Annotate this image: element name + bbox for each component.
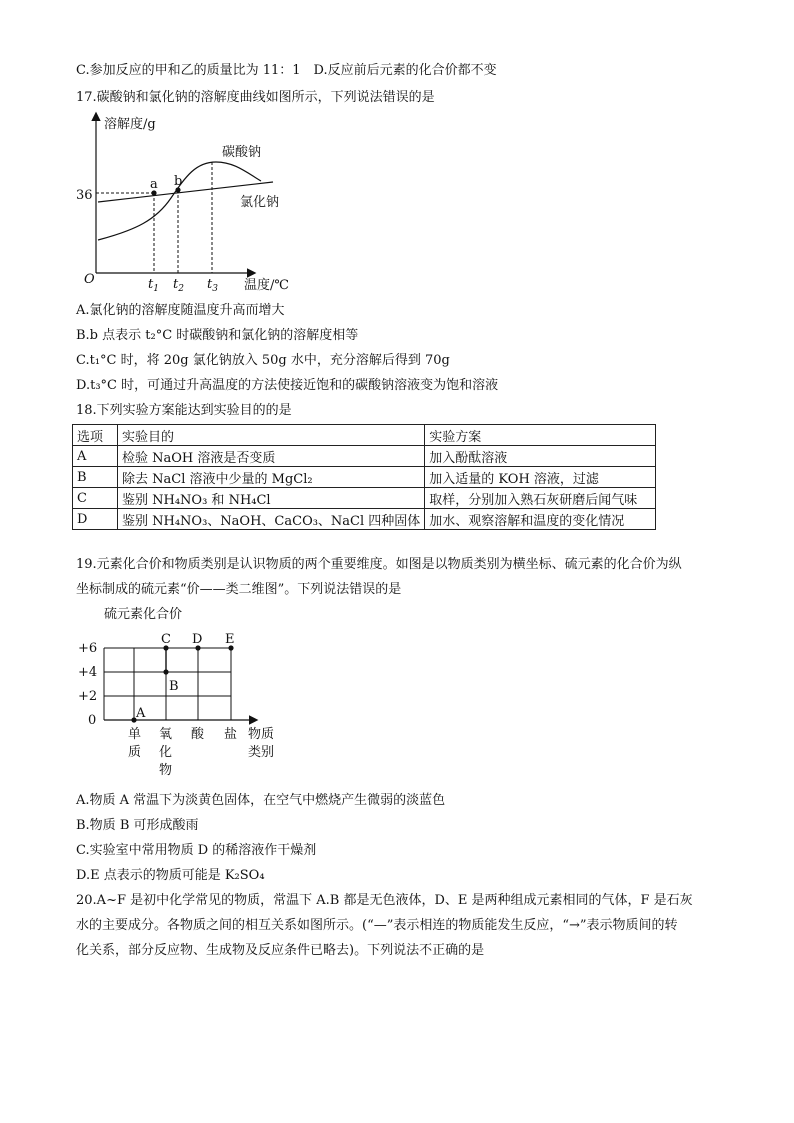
label-D: D — [192, 632, 203, 647]
solubility-chart — [76, 108, 306, 298]
q17-option-d: D.t₃°C 时，可通过升高温度的方法使接近饱和的碳酸钠溶液变为饱和溶液 — [76, 378, 499, 393]
row-option: C — [73, 488, 118, 509]
row-purpose: 除去 NaCl 溶液中少量的 MgCl₂ — [118, 467, 425, 488]
xcat-oxide: 氧 化 物 — [159, 727, 173, 778]
q19-stem-line2: 坐标制成的硫元素“价——类二维图”。下列说法错误的是 — [76, 582, 402, 597]
ytick-plus6: +6 — [78, 641, 98, 656]
x-axis-label: 温度/℃ — [244, 278, 289, 293]
row-purpose: 检验 NaOH 溶液是否变质 — [118, 446, 425, 467]
grid — [104, 648, 231, 720]
ytick-plus4: +4 — [78, 665, 98, 680]
label-nacl: 氯化钠 — [240, 195, 280, 210]
row-plan: 取样，分别加入熟石灰研磨后闻气味 — [425, 488, 656, 509]
row-plan: 加水、观察溶解和温度的变化情况 — [425, 509, 656, 530]
q17-option-c: C.t₁°C 时，将 20g 氯化钠放入 50g 水中，充分溶解后得到 70g — [76, 353, 450, 368]
row-option: D — [73, 509, 118, 530]
label-a: a — [150, 177, 158, 192]
q19-option-b: B.物质 B 可形成酸雨 — [76, 818, 199, 833]
table-row — [73, 446, 656, 467]
label-E: E — [225, 632, 235, 647]
q17-option-b: B.b 点表示 t₂°C 时碳酸钠和氯化钠的溶解度相等 — [76, 328, 359, 343]
q19-stem-line1: 19.元素化合价和物质类别是认识物质的两个重要维度。如图是以物质类别为横坐标、硫元素的化合价为纵 — [76, 557, 682, 572]
label-B: B — [169, 679, 179, 694]
header-plan: 实验方案 — [425, 425, 656, 446]
q20-stem-line2: 水的主要成分。各物质之间的相互关系如图所示。(“—”表示相连的物质能发生反应，“→”表示物质间的转 — [76, 918, 678, 933]
table-header-row — [73, 425, 656, 446]
row-purpose: 鉴别 NH₄NO₃、NaOH、CaCO₃、NaCl 四种固体 — [118, 509, 425, 530]
header-option: 选项 — [73, 425, 118, 446]
label-C: C — [161, 632, 171, 647]
valence-x-label: 物质 类别 — [248, 727, 275, 760]
ytick-zero: 0 — [88, 713, 97, 728]
label-na2co3: 碳酸钠 — [222, 145, 262, 160]
valence-class-chart — [76, 600, 296, 785]
y-tick-36: 36 — [76, 188, 93, 203]
q17-option-a: A.氯化钠的溶解度随温度升高而增大 — [76, 303, 285, 318]
tick-t2: $t_2$ — [173, 277, 184, 294]
q20-stem-line3: 化关系，部分反应物、生成物及反应条件已略去)。下列说法不正确的是 — [76, 943, 485, 958]
q19-option-d: D.E 点表示的物质可能是 K₂SO₄ — [76, 868, 265, 883]
label-A: A — [136, 706, 146, 721]
table-row — [73, 467, 656, 488]
q20-stem-line1: 20.A~F 是初中化学常见的物质，常温下 A.B 都是无色液体，D、E 是两种组成元素相同的气体，F 是石灰 — [76, 893, 693, 908]
q19-option-a: A.物质 A 常温下为淡黄色固体，在空气中燃烧产生微弱的淡蓝色 — [76, 793, 446, 808]
label-b: b — [174, 174, 183, 189]
valence-y-label: 硫元素化合价 — [104, 607, 183, 622]
q17-stem: 17.碳酸钠和氯化钠的溶解度曲线如图所示，下列说法错误的是 — [76, 90, 435, 105]
experiment-table — [72, 424, 656, 530]
header-purpose: 实验目的 — [118, 425, 425, 446]
q18-stem: 18.下列实验方案能达到实验目的的是 — [76, 403, 292, 418]
tick-t3: $t_3$ — [207, 277, 218, 294]
y-axis-label: 溶解度/g — [104, 117, 156, 132]
tick-t1: $t_1$ — [148, 277, 159, 294]
row-option: A — [73, 446, 118, 467]
table-row — [73, 509, 656, 530]
row-option: B — [73, 467, 118, 488]
table-row — [73, 488, 656, 509]
point-B — [163, 669, 168, 674]
ytick-plus2: +2 — [78, 689, 98, 704]
xcat-acid: 酸 — [191, 727, 205, 742]
row-purpose: 鉴别 NH₄NO₃ 和 NH₄Cl — [118, 488, 425, 509]
xcat-salt: 盐 — [224, 727, 238, 742]
xcat-elemental: 单 质 — [128, 727, 142, 760]
origin-label: O — [84, 272, 95, 287]
row-plan: 加入酚酞溶液 — [425, 446, 656, 467]
row-plan: 加入适量的 KOH 溶液，过滤 — [425, 467, 656, 488]
q16-options-cd: C.参加反应的甲和乙的质量比为 11：1 D.反应前后元素的化合价都不变 — [76, 63, 497, 78]
q19-option-c: C.实验室中常用物质 D 的稀溶液作干燥剂 — [76, 843, 317, 858]
